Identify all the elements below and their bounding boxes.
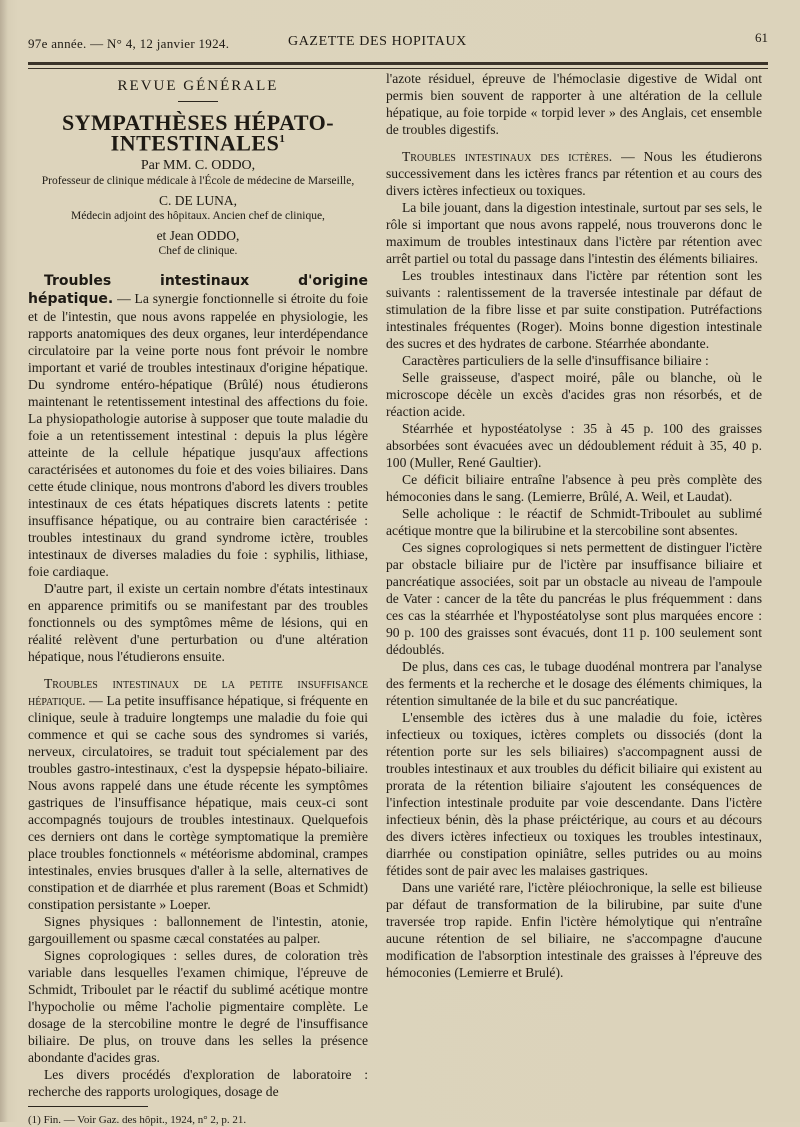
section-divider bbox=[178, 101, 218, 102]
paragraph: Les divers procédés d'exploration de laboratoire : recherche des rapports urologiques, dosage de bbox=[28, 1067, 368, 1100]
author-2: C. DE LUNA, bbox=[159, 193, 237, 209]
paragraph: Troubles intestinaux des ictères. — Nous les étudierons successivement dans les ictères francs par rétention et au cours des divers ictères infectieux ou toxiques. bbox=[386, 149, 762, 198]
publication-title: GAZETTE DES HOPITAUX bbox=[288, 34, 467, 49]
subhead: Troubles intestinaux des ictères. bbox=[402, 149, 613, 164]
left-column bbox=[28, 70, 368, 1127]
paragraph: De plus, dans ces cas, le tubage duodénal montrera par l'analyse des ferments et la recherche et le dosage des éléments chimiques, la rétention simultanée de la bile et du suc pancréatique. bbox=[386, 659, 762, 708]
article-title bbox=[28, 110, 368, 156]
article-title-text: SYMPATHÈSES HÉPATO-INTESTINALES bbox=[61, 110, 335, 156]
subhead: Troubles intestinaux d'origine hépatique. bbox=[28, 273, 368, 308]
paragraph: D'autre part, il existe un certain nombre d'états intestinaux en apparence primitifs ou se manifestant par des troubles fonctionnels ou des symptômes même de lésions, qui en réalité relèvent d'une perturbation ou d'une altération hépatique, nous l'étudierons ensuite. bbox=[28, 581, 368, 665]
paragraph: Signes physiques : ballonnement de l'intestin, atonie, gargouillement ou spasme cæcal constatées au palper. bbox=[28, 914, 368, 947]
affiliation-3: Chef de clinique. bbox=[158, 245, 238, 258]
section-label: REVUE GÉNÉRALE bbox=[117, 78, 279, 94]
paragraph: Troubles intestinaux de la petite insuffisance hépatique. — La petite insuffisance hépatique, si fréquente en clinique, seule à traduire longtemps une maladie du foie qui commence et qui se cache sous des syndromes si variés, nerveux, circulatoires, se traduit tout spécialement par des troubles gastro-intestinaux, c'est la dyspepsie hépato-biliaire. Nous avons rappelé dans une étude récente les symptômes gastriques de l'insuffisance hépatique, mais ceux-ci sont accompagnés toujours de troubles intestinaux. Quelquefois ces derniers ont dans le cortège symptomatique la première place troubles fonctionnels « météorisme abdominal, crampes intestinales, envies brusques d'aller à la selle, alternatives de constipation et de diarrhée et plus rarement (Boas et Schmidt) constipation persistante » Loeper. bbox=[28, 676, 368, 913]
issue-info: 97e année. — N° 4, 12 janvier 1924. bbox=[28, 36, 230, 51]
page-header bbox=[28, 28, 768, 58]
subhead: Troubles intestinaux de la petite insuffisance hépatique. bbox=[28, 676, 368, 709]
paragraph: Stéarrhée et hypostéatolyse : 35 à 45 p. 100 des graisses absorbées sont évacuées avec un dédoublement réduit à 35, 40 p. 100 (Muller, René Gaultier). bbox=[386, 421, 762, 470]
right-column bbox=[386, 70, 762, 981]
paragraph: Troubles intestinaux d'origine hépatique. — La synergie fonctionnelle si étroite du foie et de l'intestin, que nous avons rappelée en physiologie, les rapports anatomiques des deux organes, leur interdépendance circulatoire par la veine porte nous font prévoir le nombre important et varié de troubles intestinaux d'origine hépatique. Du syndrome entéro-hépatique (Brûlé) nous étudierons maintenant le retentissement intestinal des affections du foie. La physiopathologie autorise à supposer que toute maladie du foie a un retentissement intestinal : depuis la plus légère atteinte de la cellule hépatique jusqu'aux affections caractérisées et autonomes du foie et des voies biliaires. Dans cette étude clinique, nous montrons d'abord les divers troubles intestinaux de ces états hépatiques discrets latents : petite insuffisance hépatique, ou au contraire bien caractérisée : troubles intestinaux du grand syndrome ictère, troubles intestinaux de diverses maladies du foie : syphilis, lithiase, foie cardiaque. bbox=[28, 273, 368, 580]
affiliation-1: Professeur de clinique médicale à l'École de médecine de Marseille, bbox=[41, 175, 355, 188]
paragraph: Ces signes coprologiques si nets permettent de distinguer l'ictère par obstacle biliaire pur de l'ictère par insuffisance biliaire et pancréatique associées, soit par un obstacle au niveau de l'ampoule de Vater : cancer de la tête du pancréas le plus fréquemment : dans ces cas la stéarrhée et l'hypostéatolyse sont plus marquées encore : 90 p. 100 des graisses sont évacués, dont 11 p. 100 seulement sont dédoublés. bbox=[386, 540, 762, 657]
header-rule-thick bbox=[28, 62, 768, 65]
paragraph: Signes coprologiques : selles dures, de coloration très variable dans lesquelles l'examen chimique, l'épreuve de Schmidt, Triboulet par le réactif du sublimé acétique montre l'hypocholie ou même l'acholie pigmentaire complète. Le dosage de la stercobiline montre le degré de l'insuffisance biliaire. De plus, on trouve dans les selles la présence abondante d'acides gras. bbox=[28, 948, 368, 1066]
paragraph: La bile jouant, dans la digestion intestinale, surtout par ses sels, le rôle si important que nous avons rappelé, nous trouverons donc le maximum de troubles intestinaux dans l'ictère par rétention avec arrêt partiel ou total du passage dans l'intestin des éléments biliaires. bbox=[386, 200, 762, 266]
footnote-rule bbox=[28, 1106, 148, 1107]
page-number: 61 bbox=[755, 30, 768, 45]
affiliation-2: Médecin adjoint des hôpitaux. Ancien chef de clinique, bbox=[71, 210, 325, 223]
paragraph: Ce déficit biliaire entraîne l'absence à peu près complète des hémoconies dans le sang. (Lemierre, Brûlé, A. Weil, et Laudat). bbox=[386, 472, 762, 504]
paragraph: Dans une variété rare, l'ictère pléiochronique, la selle est bilieuse par défaut de transformation de la bilirubine, par suite d'une traversée trop rapide. Enfin l'ictère hémolytique qui n'entraîne aucune rétention de sel biliaire, ne s'accompagne d'aucune modification de l'absorption intestinale des graisses à l'épreuve des hémoconies (Lemierre et Brulé). bbox=[386, 880, 762, 980]
paragraph: L'ensemble des ictères dus à une maladie du foie, ictères infectieux ou toxiques, ictères complets ou dissociés (dont la rétention porte sur les sels biliaires) s'accompagnent aussi de troubles intestinaux et aux troubles du déficit biliaire qui existent au prorata de la rétention biliaire s'ajoutent les conséquences de l'infection intestinale produite par voie descendante. Dans l'ictère infectieux bénin, dès la phase préictérique, au cours et au décours des divers ictères infectieux ou toxiques les troubles intestinaux, diarrhée ou constipation opiniâtre, selles putrides ou au moins fétides sont de pair avec les malaises gastriques. bbox=[386, 710, 762, 878]
paragraph: Les troubles intestinaux dans l'ictère par rétention sont les suivants : ralentissement de la traversée intestinale par défaut de stimulation de la fibre lisse et par suite constipation. Putréfactions intestinales fréquentes (Roger). Moins bonne digestion intestinale des sucres et des hydrates de carbone. Stéarrhée abondante. bbox=[386, 268, 762, 351]
title-footnote-mark: 1 bbox=[279, 133, 286, 145]
author-3: et Jean ODDO, bbox=[156, 228, 240, 244]
paragraph: Selle graisseuse, d'aspect moiré, pâle ou blanche, où le microscope décèle un excès d'acides gras non résorbés, et de réaction acide. bbox=[386, 370, 762, 419]
paragraph: Selle acholique : le réactif de Schmidt-Triboulet au sublimé acétique montre que la bilirubine et la stercobiline sont absentes. bbox=[386, 506, 762, 538]
footnote: (1) Fin. — Voir Gaz. des hôpit., 1924, n° 2, p. 21. bbox=[28, 1114, 247, 1127]
header-rule-thin bbox=[28, 68, 768, 69]
paragraph: l'azote résiduel, épreuve de l'hémoclasie digestive de Widal ont permis bien souvent de rapporter à une altération de la cellule hépatique, au foie torpide « torpid lever » des Anglais, cet ensemble de troubles digestifs. bbox=[386, 71, 762, 137]
byline: Par MM. C. ODDO, bbox=[140, 158, 256, 174]
paragraph: Caractères particuliers de la selle d'insuffisance biliaire : bbox=[402, 353, 709, 368]
